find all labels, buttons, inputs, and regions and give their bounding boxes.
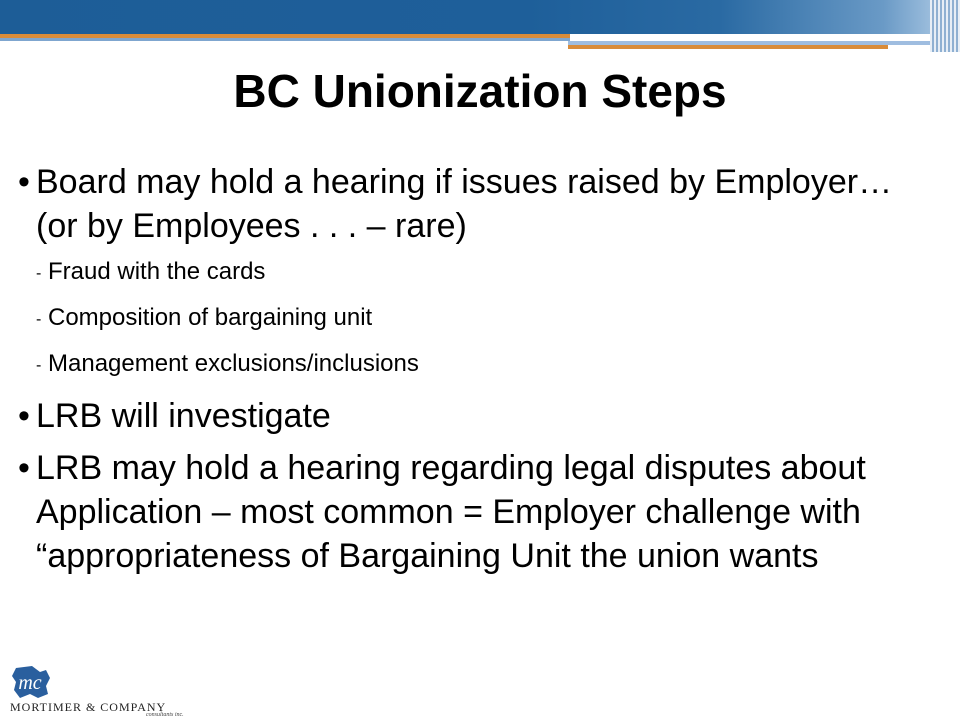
- bullet-text: LRB will investigate: [36, 397, 331, 435]
- bullet-dot-icon: •: [18, 449, 30, 487]
- sub-bullet-item: [18, 348, 938, 380]
- logo-subtitle: consultants inc.: [146, 712, 184, 718]
- accent-line-orange-right: [568, 45, 888, 49]
- company-logo: [8, 662, 198, 718]
- slide-title: BC Unionization Steps: [233, 65, 727, 117]
- header-band: [0, 0, 960, 34]
- logo-monogram: mc: [18, 672, 42, 694]
- bullet-item: [18, 394, 938, 438]
- dash-icon: -: [36, 265, 42, 282]
- bullet-dot-icon: •: [18, 397, 30, 435]
- slide-content: [18, 160, 938, 586]
- sub-bullet-item: [18, 302, 938, 334]
- bullet-item: [18, 160, 938, 248]
- bullet-text: Board may hold a hearing if issues raised by Employer… (or by Employees . . . – rare): [36, 163, 893, 245]
- sub-bullet-text: Management exclusions/inclusions: [48, 350, 419, 377]
- bullet-text: LRB may hold a hearing regarding legal disputes about Application – most common = Employer challenge with “appropriateness of Bargaining Unit the union wants: [36, 449, 866, 575]
- sub-bullet-item: [18, 256, 938, 288]
- bullet-dot-icon: •: [18, 163, 30, 201]
- dash-icon: -: [36, 357, 42, 374]
- logo-name: MORTIMER & COMPANY: [10, 700, 167, 714]
- logo-mark-icon: [10, 664, 52, 700]
- sub-bullet-text: Fraud with the cards: [48, 258, 266, 285]
- accent-line-blue: [0, 38, 570, 41]
- dash-icon: -: [36, 311, 42, 328]
- sub-bullet-text: Composition of bargaining unit: [48, 304, 373, 331]
- header-stripes: [930, 0, 960, 52]
- bullet-item: [18, 446, 938, 578]
